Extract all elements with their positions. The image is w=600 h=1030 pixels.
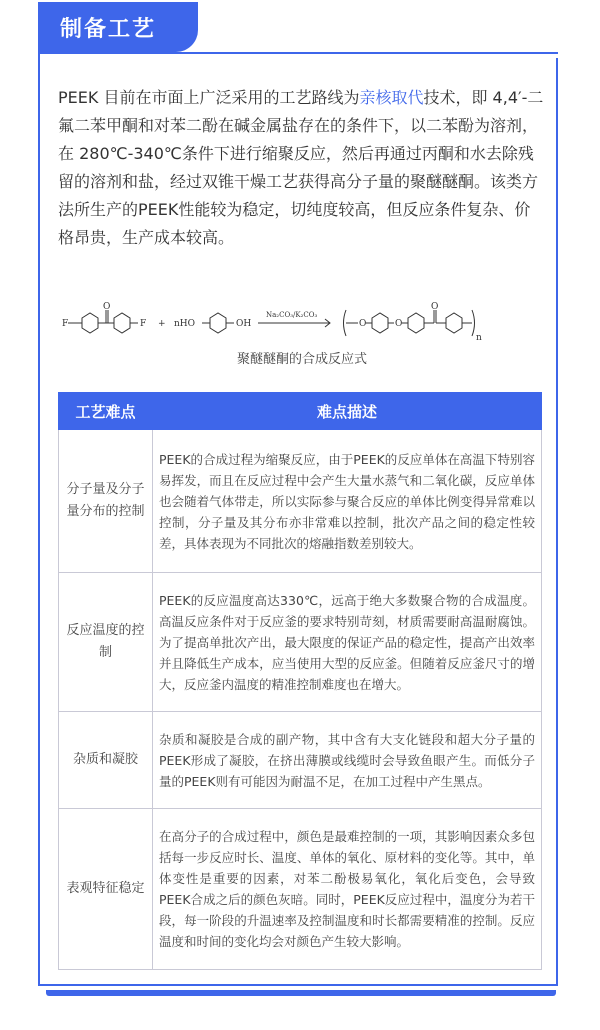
table-row — [59, 430, 542, 573]
formula-o-1: O — [103, 302, 111, 312]
table-row — [59, 573, 542, 712]
table-row — [59, 712, 542, 809]
formula-nho: nHO — [174, 319, 196, 329]
row-key: 分子量及分子量分布的控制 — [59, 430, 153, 573]
benzene-ring-2 — [114, 313, 130, 333]
formula-f-left: F — [62, 319, 69, 329]
table-header-row — [59, 393, 542, 430]
formula-plus: + — [158, 319, 166, 329]
section-title-tab — [38, 2, 198, 52]
row-desc: PEEK的反应温度高达330℃，远高于绝大多数聚合物的合成温度。高温反应条件对于反应釜的要求特别苛刻，材质需要耐高温耐腐蚀。为了提高单批次产出，最大限度的保证产品的稳定性，提高产出效率并且降低生产成本，应当使用大型的反应釜。但随着反应釜尺寸的增大，反应釜内温度的精准控制难度也在增大。 — [153, 573, 542, 712]
row-key: 杂质和凝胶 — [59, 712, 153, 809]
difficulty-table — [58, 392, 542, 970]
formula-caption: 聚醚醚酮的合成反应式 — [236, 352, 367, 367]
formula-reagent: Na₂CO₃/K₂CO₃ — [266, 311, 318, 319]
benzene-ring-5 — [408, 313, 424, 333]
intro-text-1: PEEK 目前在市面上广泛采用的工艺路线为 — [58, 88, 360, 107]
intro-paragraph — [58, 84, 544, 252]
row-key: 反应温度的控制 — [59, 573, 153, 712]
header-key: 工艺难点 — [59, 393, 153, 430]
row-desc: PEEK的合成过程为缩聚反应，由于PEEK的反应单体在高温下特别容易挥发，而且在反应过程中会产生大量水蒸气和二氧化碳，反应单体也会随着气体带走，所以实际参与聚合反应的单体比例变得异常难以控制，分子量及其分布亦非常难以控制，批次产品之间的稳定性较差，具体表现为不同批次的熔融指数差别较大。 — [153, 430, 542, 573]
intro-highlight: 亲核取代 — [359, 88, 424, 107]
formula-f-right: F — [140, 319, 147, 329]
header-desc: 难点描述 — [153, 393, 542, 430]
formula-oh: OH — [236, 319, 252, 329]
formula-o-4: O — [431, 302, 439, 312]
benzene-ring-6 — [446, 313, 462, 333]
benzene-ring-4 — [372, 313, 388, 333]
row-key: 表观特征稳定 — [59, 809, 153, 970]
row-desc: 在高分子的合成过程中，颜色是最难控制的一项，其影响因素众多包括每一步反应时长、温度、单体的氧化、原材料的变化等。其中，单体变性是重要的因素，对苯二酚极易氧化，氧化后变色，会导致PEEK合成之后的颜色灰暗。同时，PEEK反应过程中，温度分为若干段，每一阶段的升温速率及控制温度和时长都需要精准的控制。反应温度和时间的变化均会对颜色产生较大影响。 — [153, 809, 542, 970]
benzene-ring-3 — [210, 313, 226, 333]
formula-n: n — [476, 333, 482, 343]
card-border-right — [556, 58, 558, 984]
title-underline — [38, 52, 558, 54]
formula-o-2: O — [359, 319, 367, 329]
section-title: 制备工艺 — [60, 16, 157, 42]
card-shadow — [46, 990, 556, 996]
intro-text-2: 技术，即 4,4′-二氟二苯甲酮和对苯二酚在碱金属盐存在的条件下，以二苯酚为溶剂，在 280℃-340℃条件下进行缩聚反应，然后再通过丙酮和水去除残留的溶剂和盐，经过双锥干燥工艺获得高分子量的聚醚醚酮。该类方法所生产的PEEK性能较为稳定，切纯度较高，但反应条件复杂、价格昂贵，生产成本较高。 — [58, 88, 544, 247]
row-desc: 杂质和凝胶是合成的副产物，其中含有大支化链段和超大分子量的PEEK形成了凝胶，在挤出薄膜或线缆时会导致鱼眼产生。而低分子量的PEEK则有可能因为耐温不足，在加工过程中产生黑点。 — [153, 712, 542, 809]
formula-o-3: O — [395, 319, 403, 329]
reaction-formula — [62, 300, 542, 348]
benzene-ring-1 — [82, 313, 98, 333]
table-row — [59, 809, 542, 970]
